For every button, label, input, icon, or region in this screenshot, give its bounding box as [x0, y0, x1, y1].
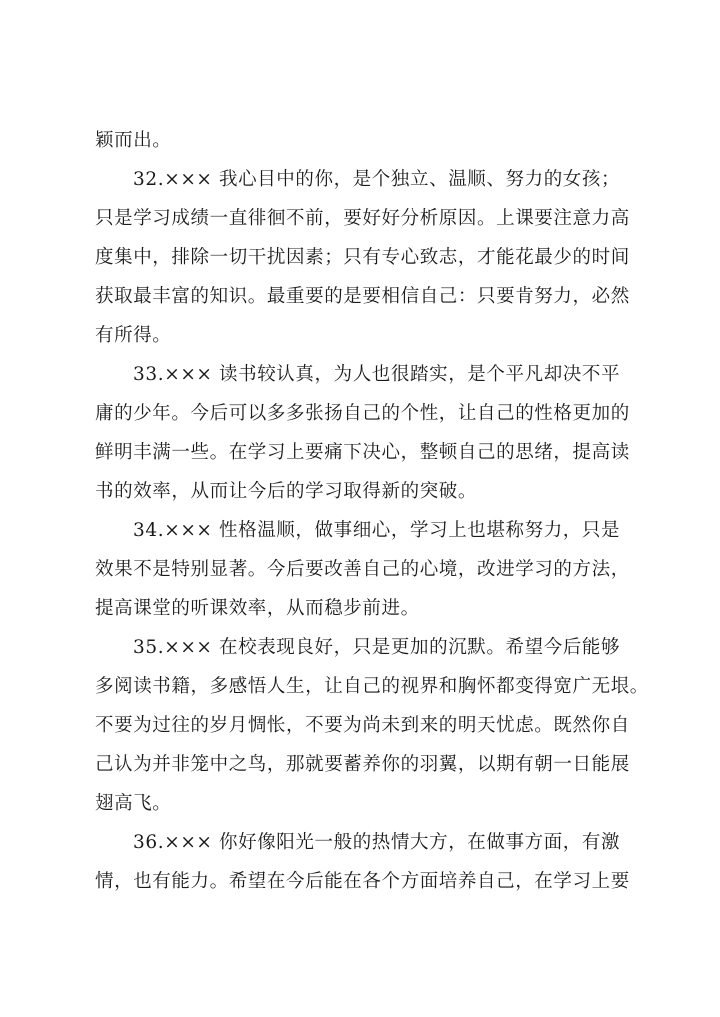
text-line: 翅高飞。 [95, 793, 172, 814]
text-line: 不要为过往的岁月惆怅，不要为尚未到来的明天忧虑。既然你自 [95, 715, 630, 736]
document-body [95, 126, 649, 906]
text-line: 只是学习成绩一直徘徊不前，要好好分析原因。上课要注意力高 [95, 208, 630, 229]
paragraph-34-start: 34.××× 性格温顺，做事细心，学习上也堪称努力，只是 [133, 520, 621, 541]
text-line: 鲜明丰满一些。在学习上要痛下决心，整顿自己的思绪，提高读 [95, 442, 630, 463]
paragraph-33-start: 33.××× 读书较认真，为人也很踏实，是个平凡却决不平 [133, 364, 621, 385]
text-line: 提高课堂的听课效率，从而稳步前进。 [95, 598, 420, 619]
text-line: 颖而出。 [95, 130, 172, 151]
paragraph-36-start: 36.××× 你好像阳光一般的热情大方，在做事方面，有激 [133, 832, 621, 853]
text-line: 庸的少年。今后可以多多张扬自己的个性，让自己的性格更加的 [95, 403, 630, 424]
text-line: 获取最丰富的知识。最重要的是要相信自己：只要肯努力，必然 [95, 286, 630, 307]
text-line: 有所得。 [95, 325, 172, 346]
text-line: 情，也有能力。希望在今后能在各个方面培养自己，在学习上要 [95, 871, 630, 892]
paragraph-35-start: 35.××× 在校表现良好，只是更加的沉默。希望今后能够 [133, 637, 621, 658]
text-line: 度集中，排除一切干扰因素；只有专心致志，才能花最少的时间 [95, 247, 630, 268]
text-line: 己认为并非笼中之鸟，那就要蓄养你的羽翼，以期有朝一日能展 [95, 754, 630, 775]
text-line: 效果不是特别显著。今后要改善自己的心境，改进学习的方法， [95, 559, 630, 580]
text-line: 书的效率，从而让今后的学习取得新的突破。 [95, 481, 478, 502]
paragraph-32-start: 32.××× 我心目中的你，是个独立、温顺、努力的女孩； [133, 169, 621, 190]
text-line: 多阅读书籍，多感悟人生，让自己的视界和胸怀都变得宽广无垠。 [95, 676, 649, 697]
